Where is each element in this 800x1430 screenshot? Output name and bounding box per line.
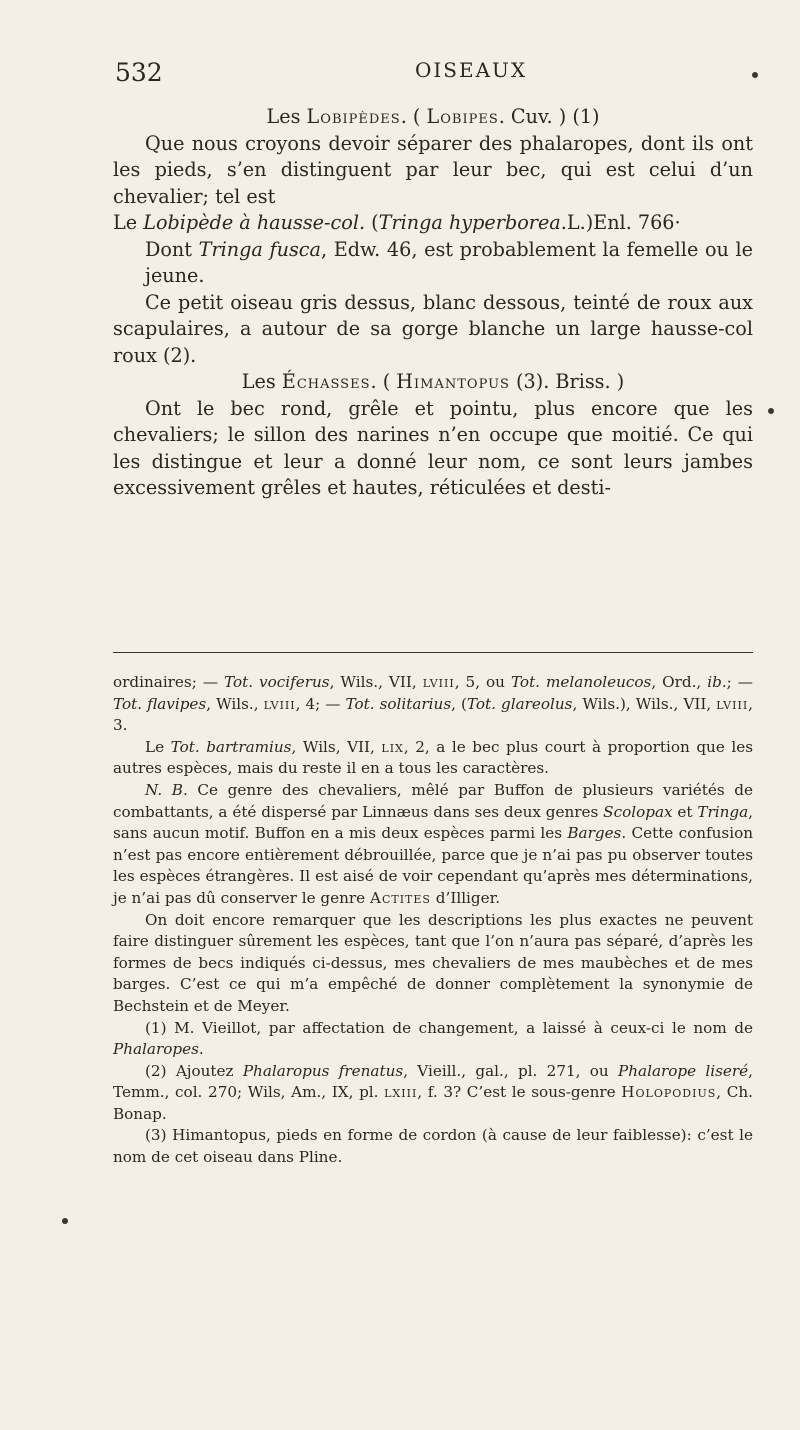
footnote-1 [113, 1018, 753, 1061]
page-header [115, 58, 755, 94]
print-speck [752, 72, 758, 78]
text-fragment: . Cette confusion n’est pas encore entièrement débrouillée, parce que je n’ai pas pu observer toutes les espèces étrangères. Il est aisé de voir cependant qu’après mes déterminations, je n’ai pas dû conserver le genre [113, 824, 754, 907]
heading-lobipedes [113, 104, 753, 131]
text-fragment: lxiii [384, 1083, 418, 1102]
species-entry [113, 210, 753, 290]
text-fragment: Dont [145, 237, 199, 261]
text-fragment: lviii [716, 694, 749, 713]
text-fragment: , 4; — [295, 694, 346, 713]
text-fragment: (3). Briss. ) [509, 370, 625, 393]
print-speck [62, 1218, 68, 1224]
text-fragment: , f. 3? C’est le sous-genre [417, 1083, 622, 1102]
text-fragment: Lobipes [426, 105, 499, 128]
text-fragment: ordinaires; — [113, 673, 225, 691]
paragraph-1: Que nous croyons devoir séparer des phalaropes, dont ils ont les pieds, s’en distinguent par leur bec, qui est celui d’un chevalier; tel est [113, 131, 753, 208]
text-fragment: Les [241, 370, 282, 393]
print-speck [768, 408, 774, 414]
text-fragment: ( [365, 211, 379, 234]
text-fragment: Actites [369, 888, 431, 907]
text-fragment: Échasses [281, 370, 371, 393]
text-fragment: Tot. bartramius [170, 737, 292, 756]
text-fragment: Tringa hyperborea [378, 211, 561, 234]
text-fragment: (2) Ajoutez [145, 1061, 243, 1080]
footnote-continued [113, 672, 753, 737]
text-fragment: , Ord., [651, 673, 708, 691]
paragraph-2: Ce petit oiseau gris dessus, blanc dessous, teinté de roux aux scapulaires, a autour de sa gorge blanche un large hausse-col roux (2). [113, 290, 753, 367]
text-fragment: . Cuv. ) (1) [498, 105, 600, 128]
text-fragment: , Wils.), Wils., VII, [572, 694, 717, 713]
text-fragment: Le [113, 211, 144, 234]
text-fragment: Tringa [697, 802, 749, 821]
text-fragment: Tot. melanoleucos [510, 673, 652, 691]
text-fragment: , Edw. 46, est probablement la femelle ou le jeune. [145, 237, 753, 287]
text-fragment: , sans aucun motif. Buffon en a mis deux espèces parmi les [113, 802, 753, 843]
text-fragment: Tot. glareolus [466, 694, 573, 713]
text-fragment: et [672, 802, 698, 821]
footnotes [113, 672, 753, 1169]
text-fragment: lviii [263, 694, 296, 713]
running-head: OISEAUX [415, 58, 528, 82]
text-fragment: . ( [370, 370, 397, 393]
text-fragment: . [198, 1040, 204, 1059]
main-text [113, 104, 753, 502]
footnote-nota-bene [113, 780, 753, 910]
text-fragment: Holopodius [621, 1083, 717, 1102]
text-fragment: Tot. vociferus [224, 673, 330, 691]
text-fragment: d’Illiger. [430, 888, 501, 907]
text-fragment: Lobipède à hausse-col. [143, 211, 366, 234]
text-fragment: Phalaropus frenatus [242, 1061, 404, 1080]
text-fragment: Ce genre des chevaliers, mêlé par Buffon de plusieurs variétés de combattants, a été dispersé par Linnæus dans ses deux genres [113, 780, 753, 821]
text-fragment: , Ch. Bonap. [113, 1083, 753, 1123]
footnote-bartramius [113, 737, 753, 780]
text-fragment: (1) M. Vieillot, par affectation de changement, a laissé à ceux-ci le nom de [145, 1018, 753, 1037]
text-fragment: Tringa fusca [198, 237, 321, 261]
text-fragment: , Wils., [206, 694, 264, 713]
text-fragment: Phalarope liseré [618, 1061, 749, 1080]
text-fragment: , 5, ou [454, 673, 511, 691]
text-fragment: , Wils, VII, [291, 737, 382, 756]
footnote-3: (3) Himantopus, pieds en forme de cordon (à cause de leur faiblesse): c’est le nom de cet oiseau dans Pline. [113, 1126, 753, 1167]
text-fragment: Barges [567, 824, 622, 843]
text-fragment: , Vieill., gal., pl. 271, ou [403, 1061, 619, 1080]
text-fragment: .L.)Enl. 766· [560, 211, 681, 234]
text-fragment: , Wils., VII, [329, 673, 423, 691]
text-fragment: , ( [451, 694, 467, 713]
text-fragment: Scolopax [603, 802, 673, 821]
text-fragment: Tot. solitarius [345, 694, 452, 713]
text-fragment: Himantopus [396, 370, 510, 393]
page-number: 532 [115, 58, 163, 87]
text-fragment: N. B. [145, 780, 188, 799]
footnote-remark: On doit encore remarquer que les descriptions les plus exactes ne peuvent faire distinguer sûrement les espèces, tant que l’on n’aura pas séparé, d’après les formes de becs indiqués ci-dessus, mes chevaliers de mes maubèches et de mes barges. C’est ce qui m’a empêché de donner complètement la synonymie de Bechstein et de Meyer. [113, 910, 753, 1015]
text-fragment: Tot. flavipes [113, 694, 207, 713]
text-fragment: Le [145, 737, 171, 756]
text-fragment: lix [381, 737, 404, 756]
text-fragment: , 3. [113, 694, 753, 735]
text-fragment: . ( [400, 105, 427, 128]
heading-echasses [113, 369, 753, 396]
text-fragment: ; — [726, 673, 753, 691]
text-fragment: Phalaropes [113, 1040, 199, 1059]
text-fragment: , Temm., col. 270; Wils, Am., IX, pl. [113, 1061, 753, 1102]
text-fragment: , 2, a le bec plus court à proportion que les autres espèces, mais du reste il en a tous les caractères. [113, 737, 753, 778]
text-fragment: Lobipèdes [306, 105, 401, 128]
footnote-rule [113, 652, 753, 653]
text-fragment: Les [266, 105, 307, 128]
paragraph-3: Ont le bec rond, grêle et pointu, plus encore que les chevaliers; le sillon des narines n’en occupe que moitié. Ce qui les distingue et leur a donné leur nom, ce sont leurs jambes excessivement grêles et hautes, réticulées et desti- [113, 396, 753, 499]
text-fragment: lviii [422, 673, 455, 691]
footnote-2 [113, 1061, 753, 1126]
text-fragment: ib. [707, 673, 727, 691]
